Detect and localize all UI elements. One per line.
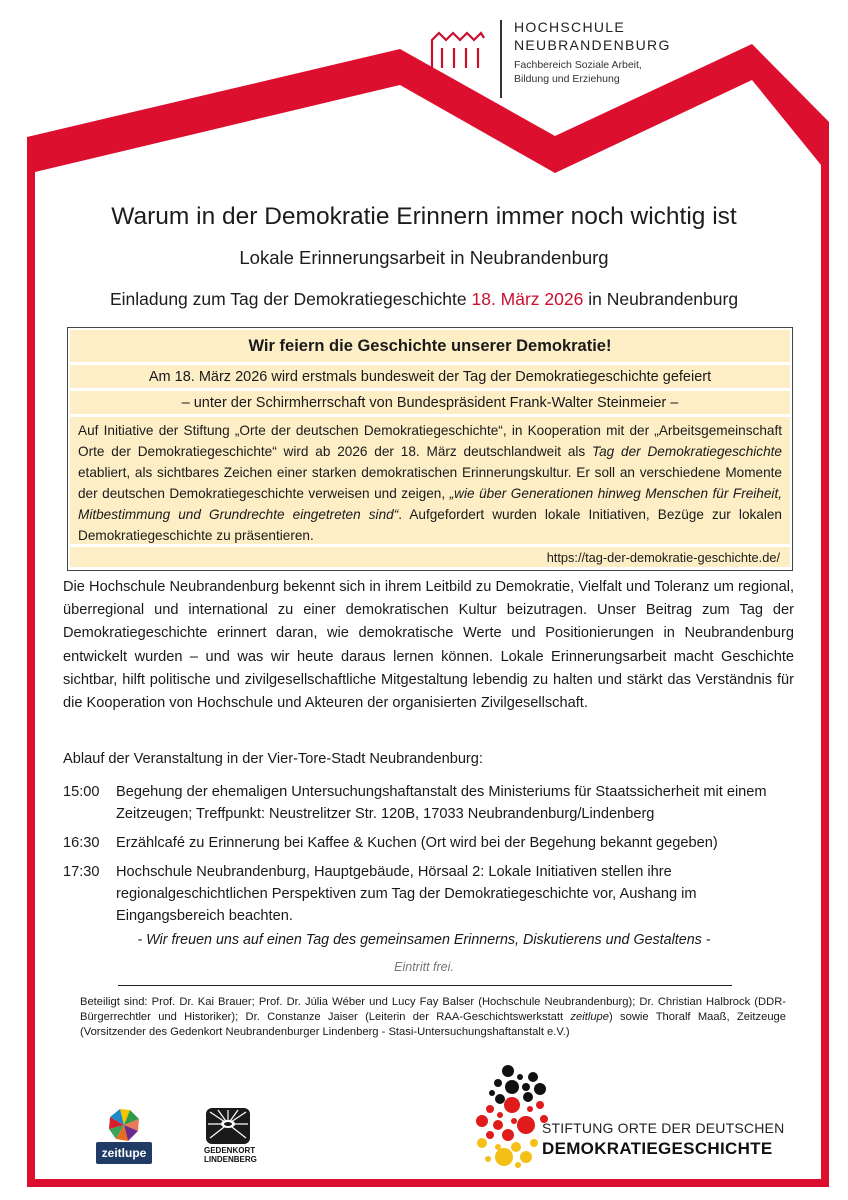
stiftung-line2: DEMOKRATIEGESCHICHTE [542, 1139, 773, 1158]
info-body-text: Auf Initiative der Stiftung „Orte der deutschen Demokratiegeschichte“, in Kooperation mit der „Arbeitsgemeinschaft Orte der Demokratiegeschichte“ wird ab 2026 der 18. März deutschlandweit als [78, 423, 782, 459]
gedenkort-line1: GEDENKORT [204, 1146, 256, 1155]
info-link[interactable]: https://tag-der-demokratie-geschichte.de/ [70, 547, 790, 567]
logo-name-line1: HOCHSCHULE [514, 19, 626, 35]
zeitlupe-pinwheel-icon [96, 1109, 152, 1143]
zeitlupe-logo [96, 1109, 158, 1165]
gedenkort-label [204, 1146, 257, 1164]
stiftung-dots-icon [470, 1063, 550, 1168]
invitation-suffix: in Neubrandenburg [583, 289, 739, 309]
info-heading: Wir feiern die Geschichte unserer Demokratie! [70, 330, 790, 362]
info-line-1: Am 18. März 2026 wird erstmals bundesweit der Tag der Demokratiegeschichte gefeiert [70, 365, 790, 388]
participants-italic: zeitlupe [570, 1011, 609, 1024]
participants-text: ) sowie Thoralf Maaß, Zeitzeuge (Vorsitzender des Gedenkort Neubrandenburger Lindenberg - Stasi-Untersuchungshaftanstalt e.V.) [80, 1011, 786, 1039]
stiftung-logo [470, 1063, 790, 1168]
schedule-item [63, 832, 794, 854]
schedule-list [63, 781, 794, 934]
logo-separator [500, 20, 502, 98]
schedule-time: 17:30 [63, 864, 100, 880]
info-body-text: etabliert, als sichtbares Zeichen einer starken demokratischen Erinnerungskultur. Er soll an verschiedene Momente der deutschen Demokratiegeschichte verweisen und zeigen, [78, 465, 782, 501]
schedule-heading: Ablauf der Veranstaltung in der Vier-Tore-Stadt Neubrandenburg: [63, 751, 483, 767]
logo-name-line2: NEUBRANDENBURG [514, 37, 671, 53]
participants-text: Beteiligt sind: Prof. Dr. Kai Brauer; Prof. Dr. Júlia Wéber und Lucy Fay Balser (Hochschule Neubrandenburg); Dr. Christian Halbrock (DDR-Bürgerrechtler und Historiker); Dr. Constanze Jaiser (Leiterin der RAA-Geschichtswerkstatt [80, 996, 786, 1024]
admission-note: Eintritt frei. [394, 960, 454, 974]
gedenkort-building-icon [204, 1106, 252, 1146]
divider [118, 985, 732, 986]
info-box [67, 327, 793, 571]
info-body-italic: Tag der Demokratiegeschichte [592, 444, 782, 459]
schedule-time: 15:00 [63, 784, 100, 800]
hochschule-building-icon [430, 30, 486, 70]
invitation-line [0, 289, 848, 310]
intro-paragraph: Die Hochschule Neubrandenburg bekennt sich in ihrem Leitbild zu Demokratie, Vielfalt und Toleranz um regional, überregional und international zu einer demokratischen Kultur beizutragen. Unser Beitrag zum Tag der Demokratiegeschichte erinnert daran, wie demokratische Werte und Positionierungen in Neubrandenburg entwickelt wurden – und was wir heute daraus lernen können. Lokale Erinnerungsarbeit macht Geschichte sichtbar, hilft politische und zivilgesellschaftliche Mitgestaltung lebendig zu halten und stärkt das Verständnis für die Kooperation von Hochschule und Akteuren der organisierten Zivilgesellschaft. [63, 579, 794, 712]
logo-sub-line1: Fachbereich Soziale Arbeit, [514, 59, 642, 71]
info-body-text: . Aufgefordert wurden lokale Initiativen, Bezüge zur lokalen Demokratiegeschichte zu präsentieren. [78, 507, 782, 543]
schedule-time: 16:30 [63, 835, 100, 851]
participants [80, 995, 786, 1041]
hochschule-logo [430, 20, 671, 98]
logo-sub-line2: Bildung und Erziehung [514, 72, 620, 85]
gedenkort-logo [204, 1106, 257, 1168]
closing-line: - Wir freuen uns auf einen Tag des gemeinsamen Erinnerns, Diskutierens und Gestaltens - [137, 932, 711, 948]
event-date: 18. März 2026 [471, 289, 584, 309]
stiftung-line1: STIFTUNG ORTE DER DEUTSCHEN [542, 1120, 785, 1136]
page-subtitle: Lokale Erinnerungsarbeit in Neubrandenburg [239, 247, 609, 268]
gedenkort-line2: LINDENBERG [204, 1155, 257, 1164]
zeitlupe-label: zeitlupe [96, 1142, 152, 1164]
schedule-description: Hochschule Neubrandenburg, Hauptgebäude, Hörsaal 2: Lokale Initiativen stellen ihre regionalgeschichtlichen Perspektiven zum Tag der Demokratiegeschichte vor, Aushang im Eingangsbereich beachten. [116, 864, 697, 924]
schedule-description: Begehung der ehemaligen Untersuchungshaftanstalt des Ministeriums für Staatssicherheit mit einem Zeitzeugen; Treffpunkt: Neustrelitzer Str. 120B, 17033 Neubrandenburg/Lindenberg [116, 784, 767, 822]
info-body-quote: „wie über Generationen hinweg Menschen für Freiheit, Mitbestimmung und Grundrechte eingetreten sind“ [78, 486, 782, 522]
schedule-item [63, 861, 794, 927]
schedule-item [63, 781, 794, 825]
page-title: Warum in der Demokratie Erinnern immer noch wichtig ist [111, 203, 737, 230]
schedule-description: Erzählcafé zu Erinnerung bei Kaffee & Kuchen (Ort wird bei der Begehung bekannt gegeben) [116, 835, 718, 851]
info-line-2: – unter der Schirmherrschaft von Bundespräsident Frank-Walter Steinmeier – [70, 391, 790, 414]
info-body [70, 417, 790, 544]
invitation-prefix: Einladung zum Tag der Demokratiegeschichte [109, 289, 472, 309]
